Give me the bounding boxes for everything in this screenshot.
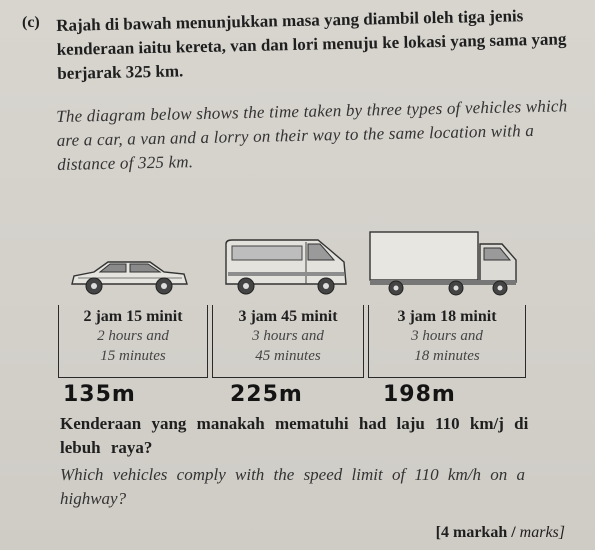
van-time-box xyxy=(212,305,364,378)
marks-malay: [4 markah / xyxy=(435,524,516,541)
question-text-english: The diagram below shows the time taken by three types of vehicles which are a car, a van and a lorry on their way to the same location with a distance of 325 km. xyxy=(56,96,568,174)
question-label: (c) xyxy=(22,14,40,31)
handwritten-lorry-minutes: 198m xyxy=(383,382,456,407)
vehicle-illustrations xyxy=(60,226,525,296)
sub-question-english: Which vehicles comply with the speed limit of 110 km/h on a highway? xyxy=(60,465,525,508)
handwritten-car-minutes: 135m xyxy=(63,382,136,407)
car-time-english-line1: 2 hours and xyxy=(97,328,169,344)
van-time-malay: 3 jam 45 minit xyxy=(238,308,338,325)
car-time-english-line2: 15 minutes xyxy=(100,348,166,364)
lorry-time-english-line1: 3 hours and xyxy=(411,328,483,344)
marks-label xyxy=(436,524,565,542)
van-icon xyxy=(222,236,350,296)
lorry-time-malay: 3 jam 18 minit xyxy=(397,308,497,325)
question-text-malay: Rajah di bawah menunjukkan masa yang diambil oleh tiga jenis kenderaan iaitu kereta, van dan lori menuju ke lokasi yang sama yang berjarak 325 km. xyxy=(56,6,567,83)
car-time-box xyxy=(58,305,208,378)
handwritten-van-minutes: 225m xyxy=(230,382,303,407)
marks-english: marks] xyxy=(519,524,565,541)
car-icon xyxy=(68,254,190,296)
lorry-time-box xyxy=(368,305,526,378)
lorry-time-english-line2: 18 minutes xyxy=(414,348,480,364)
van-time-english-line1: 3 hours and xyxy=(252,328,324,344)
time-boxes xyxy=(58,305,528,379)
sub-question-malay: Kenderaan yang manakah mematuhi had laju 110 km/j di lebuh raya? xyxy=(60,414,529,457)
van-time-english-line2: 45 minutes xyxy=(255,348,321,364)
lorry-icon xyxy=(368,230,520,296)
car-time-malay: 2 jam 15 minit xyxy=(83,308,183,325)
